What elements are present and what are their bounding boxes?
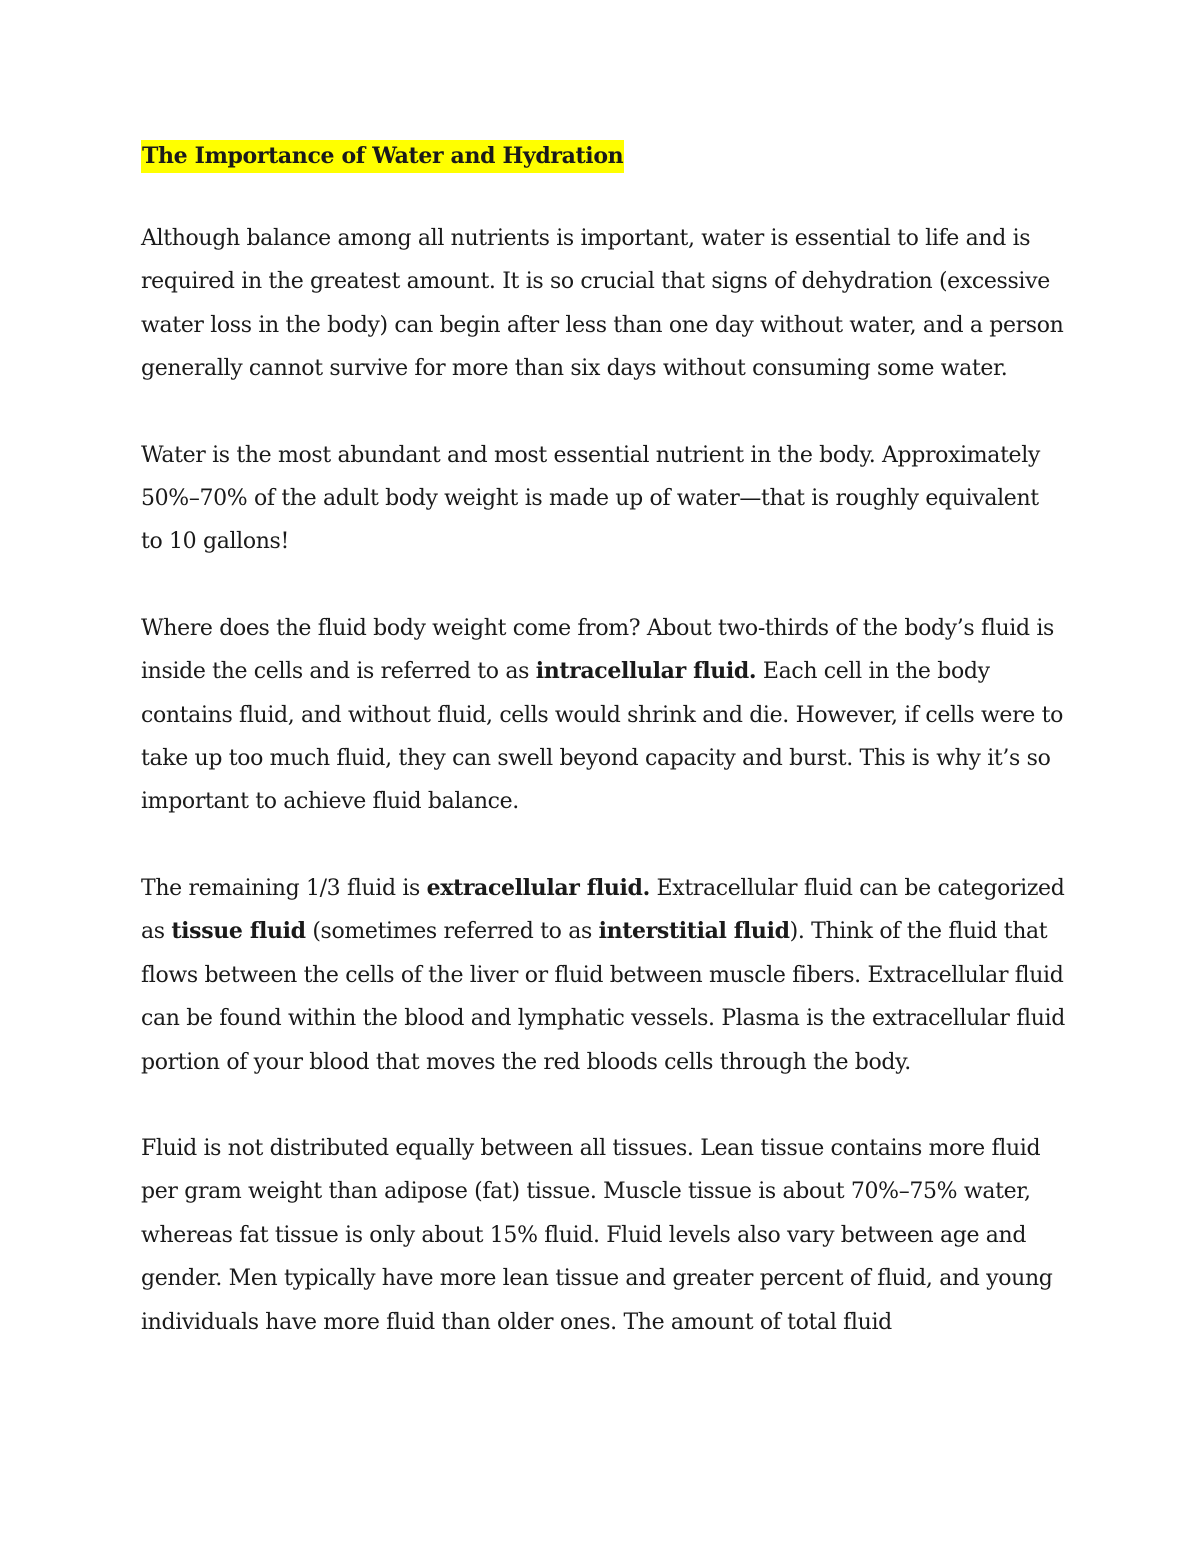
paragraph-4-text-2: Extracellular fluid can be categorized as xyxy=(141,875,1065,945)
paragraph-5: Fluid is not distributed equally between all tissues. Lean tissue contains more fluid per gram weight than adipose (fat) tissue. Muscle tissue is about 70%–75% water, whereas fat tissue is only about 15% fluid. Fluid levels also vary between age and gender. Men typically have more lean tissue and greater percent of fluid, and young individuals have more fluid than older ones. The amount of total fluid xyxy=(141,1135,1053,1335)
term-interstitial-fluid: interstitial fluid xyxy=(598,918,790,945)
paragraph-2: Water is the most abundant and most essential nutrient in the body. Approximately 50%–70% of the adult body weight is made up of water—that is roughly equivalent to 10 gallons! xyxy=(141,442,1040,555)
document-page xyxy=(141,130,1066,1387)
term-extracellular-fluid: extracellular fluid. xyxy=(426,874,650,901)
highlighted-title-text: The Importance of Water and Hydration xyxy=(141,140,624,173)
paragraph-3-text-1: Where does the fluid body weight come from? About two-thirds of the body’s fluid is inside the cells and is referred to as xyxy=(141,615,1054,685)
term-tissue-fluid: tissue fluid xyxy=(171,918,306,945)
paragraph-4 xyxy=(141,867,1066,1084)
paragraph-4-text-4: ). Think of the fluid that flows between the cells of the liver or fluid between muscle fibers. Extracellular fluid can be found within the blood and lymphatic vessels. Plasma is the extracellular fluid portion of your blood that moves the red bloods cells through the body. xyxy=(141,919,1065,1075)
document-title xyxy=(141,130,1066,182)
term-intracellular-fluid: intracellular fluid. xyxy=(535,658,757,685)
paragraph-4-text-1: The remaining 1/3 fluid is xyxy=(141,875,427,901)
paragraph-3 xyxy=(141,607,1066,824)
paragraph-4-text-3: (sometimes referred to as xyxy=(305,919,599,945)
paragraph-3-text-2: Each cell in the body contains fluid, and without fluid, cells would shrink and die. However, if cells were to take up too much fluid, they can swell beyond capacity and burst. This is why it’s so important to achieve fluid balance. xyxy=(141,659,1063,815)
paragraph-1: Although balance among all nutrients is important, water is essential to life and is required in the greatest amount. It is so crucial that signs of dehydration (excessive water loss in the body) can begin after less than one day without water, and a person generally cannot survive for more than six days without consuming some water. xyxy=(141,226,1064,382)
